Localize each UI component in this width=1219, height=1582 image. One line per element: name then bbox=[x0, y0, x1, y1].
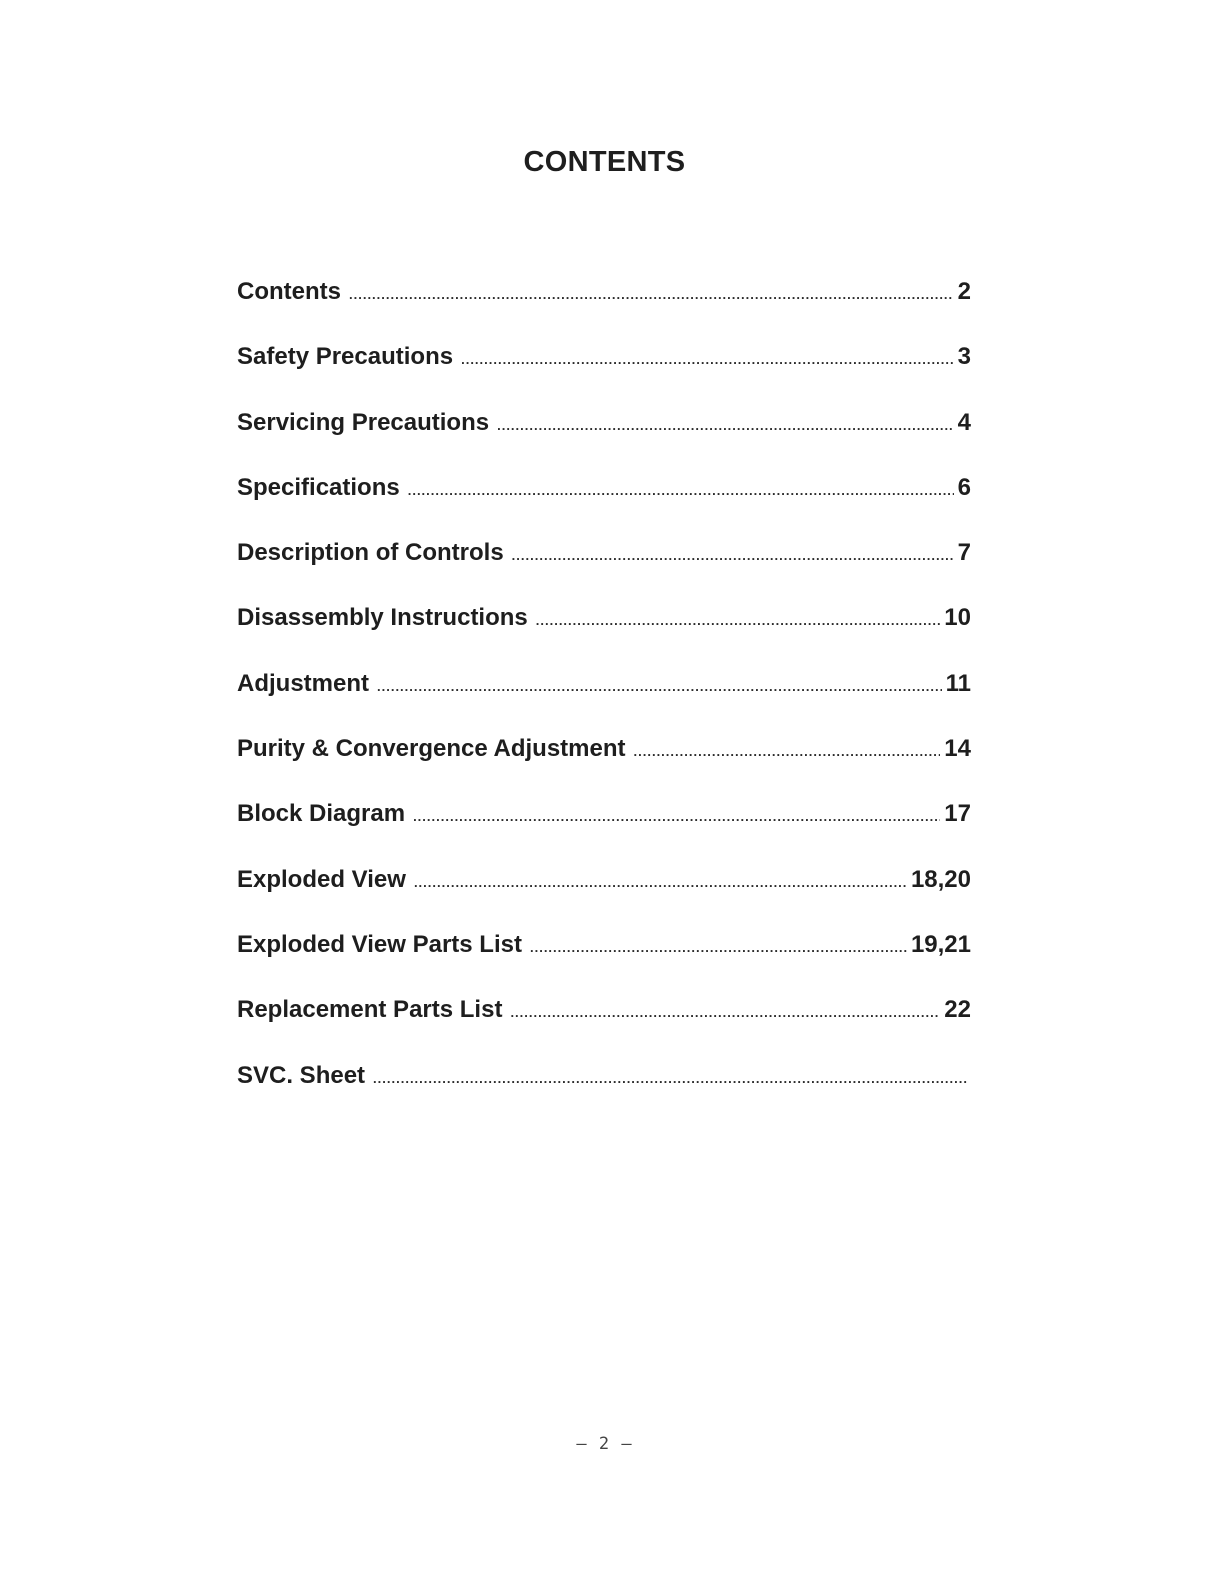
toc-entry-page: 2 bbox=[957, 278, 971, 305]
toc-entry-disassembly-instructions[interactable] bbox=[237, 604, 971, 669]
toc-entry-label: Exploded View bbox=[237, 865, 406, 893]
dot-leader bbox=[510, 1005, 940, 1020]
toc-entry-page: 6 bbox=[957, 473, 971, 501]
toc-entry-label: Block Diagram bbox=[237, 800, 406, 828]
dot-leader bbox=[377, 679, 942, 694]
toc-entry-description-of-controls[interactable] bbox=[237, 539, 971, 604]
toc-entry-label: Contents bbox=[237, 278, 341, 305]
dot-leader bbox=[530, 940, 907, 955]
toc-entry-block-diagram[interactable] bbox=[237, 800, 971, 865]
toc-entry-label: Purity & Convergence Adjustment bbox=[237, 735, 626, 763]
toc-entry-purity-convergence-adjustment[interactable] bbox=[237, 735, 971, 800]
dot-leader bbox=[408, 483, 954, 498]
dot-leader bbox=[349, 287, 954, 302]
dot-leader bbox=[497, 418, 954, 433]
toc-entry-exploded-view-parts-list[interactable] bbox=[237, 931, 971, 996]
toc-entry-svc-sheet[interactable] bbox=[237, 1062, 971, 1127]
dot-leader bbox=[413, 809, 940, 824]
toc-entry-label: Disassembly Instructions bbox=[237, 604, 528, 632]
toc-entry-page: 7 bbox=[957, 539, 971, 567]
toc-entry-page: 17 bbox=[944, 800, 971, 828]
toc-entry-contents[interactable] bbox=[237, 278, 971, 343]
toc-entry-page: 11 bbox=[945, 669, 971, 697]
page-number: – 2 – bbox=[576, 1434, 633, 1454]
toc-entry-specifications[interactable] bbox=[237, 474, 971, 539]
toc-entry-label: Servicing Precautions bbox=[237, 408, 490, 436]
page-title: CONTENTS bbox=[523, 146, 686, 178]
dot-leader bbox=[414, 875, 907, 890]
dot-leader bbox=[536, 613, 941, 628]
toc-entry-servicing-precautions[interactable] bbox=[237, 409, 971, 474]
toc-entry-label: Specifications bbox=[237, 473, 400, 501]
toc-entry-adjustment[interactable] bbox=[237, 670, 971, 735]
toc-entry-exploded-view[interactable] bbox=[237, 866, 971, 931]
toc-entry-label: Safety Precautions bbox=[237, 343, 454, 371]
dot-leader bbox=[461, 352, 954, 367]
toc-entry-label: SVC. Sheet bbox=[237, 1061, 366, 1089]
table-of-contents bbox=[237, 278, 971, 1127]
dot-leader bbox=[512, 548, 954, 563]
toc-entry-replacement-parts-list[interactable] bbox=[237, 996, 971, 1061]
toc-entry-page: 14 bbox=[944, 735, 971, 763]
toc-entry-safety-precautions[interactable] bbox=[237, 343, 971, 408]
dot-leader bbox=[373, 1071, 967, 1086]
toc-entry-label: Adjustment bbox=[237, 669, 369, 697]
toc-entry-page: 22 bbox=[944, 996, 971, 1024]
toc-entry-page: 18,20 bbox=[910, 865, 971, 893]
toc-entry-label: Exploded View Parts List bbox=[237, 930, 522, 958]
toc-entry-page: 4 bbox=[957, 408, 971, 436]
toc-entry-page: 3 bbox=[957, 343, 971, 371]
dot-leader bbox=[634, 744, 941, 759]
toc-entry-label: Replacement Parts List bbox=[237, 996, 503, 1024]
toc-entry-page: 19,21 bbox=[910, 930, 971, 958]
toc-entry-page: 10 bbox=[944, 604, 971, 632]
toc-entry-label: Description of Controls bbox=[237, 539, 504, 567]
